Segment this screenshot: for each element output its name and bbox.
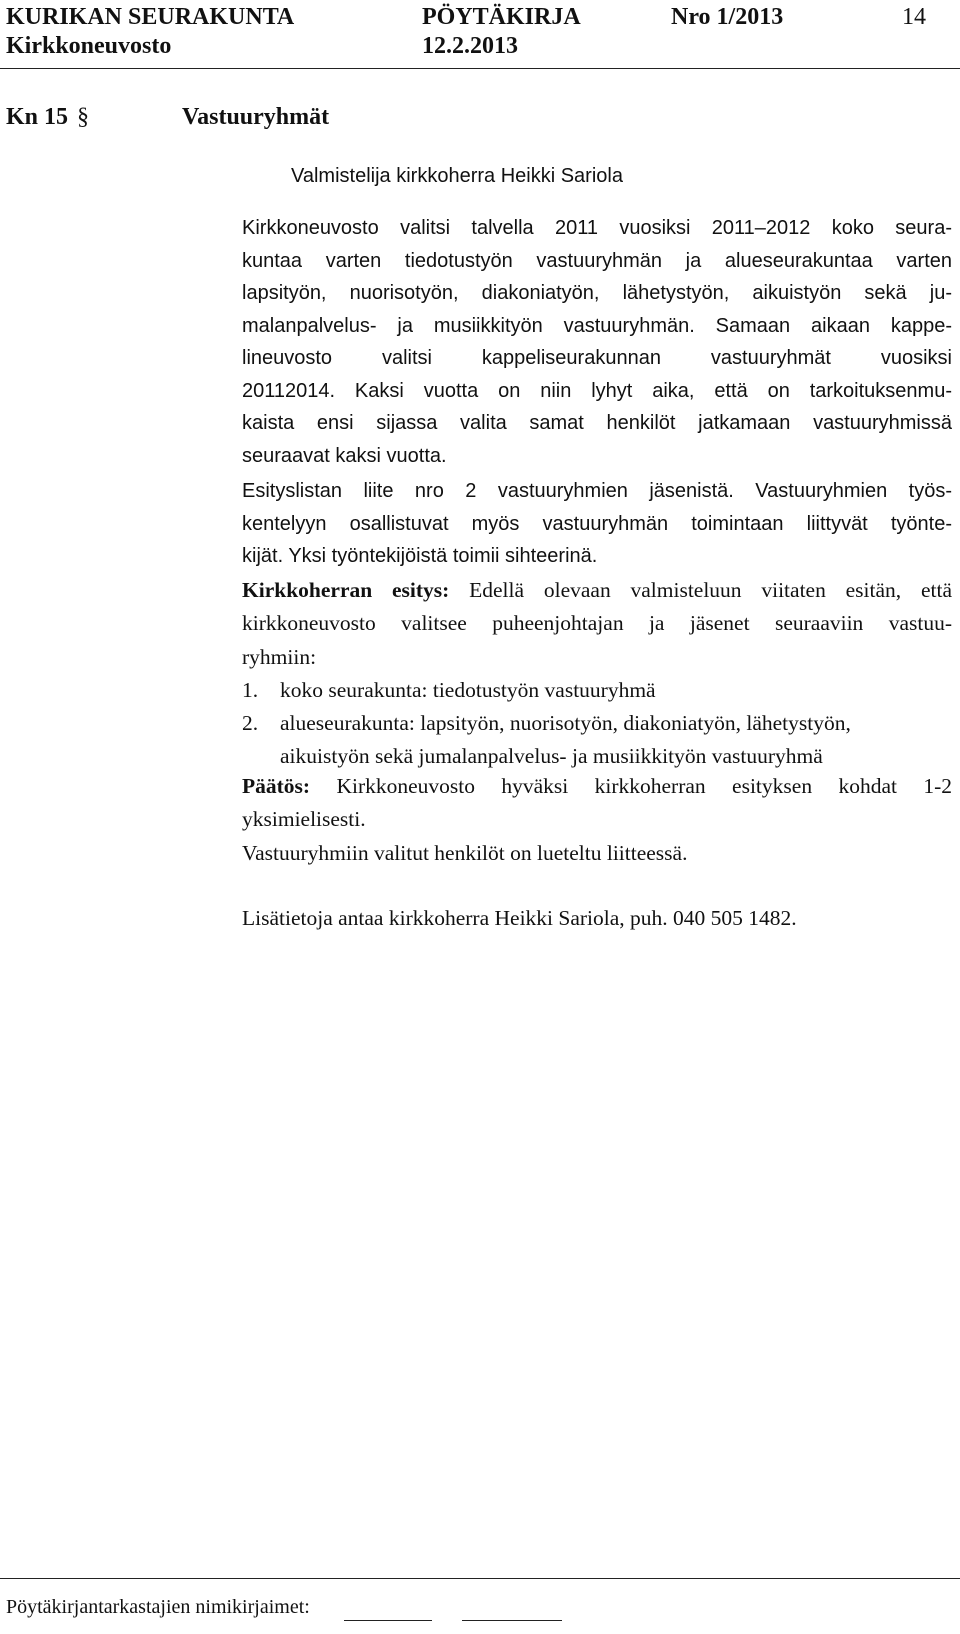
decision-paragraph bbox=[242, 770, 952, 870]
page-number: 14 bbox=[902, 4, 926, 30]
signature-line-1 bbox=[344, 1620, 432, 1621]
list-text: alueseurakunta: lapsityön, nuorisotyön, diakoniatyön, lähetystyön, bbox=[280, 711, 851, 736]
text-line: Vastuuryhmiin valitut henkilöt on lueteltu liitteessä. bbox=[242, 840, 688, 865]
decision-label: Päätös: bbox=[242, 774, 311, 798]
proposal-text: Edellä olevaan valmisteluun viitaten esitän, että bbox=[449, 578, 952, 602]
proposal-label: Kirkkoherran esitys: bbox=[242, 578, 450, 602]
meeting-body: Kirkkoneuvosto bbox=[6, 33, 172, 59]
proposal-paragraph bbox=[242, 574, 952, 774]
footer-label: Pöytäkirjantarkastajien nimikirjaimet: bbox=[6, 1596, 310, 1618]
text-line: Kirkkoneuvosto valitsi talvella 2011 vuosiksi 2011–2012 koko seura- bbox=[242, 217, 952, 239]
attachment-paragraph bbox=[242, 475, 952, 573]
document-type: PÖYTÄKIRJA bbox=[422, 4, 581, 30]
text-line: malanpalvelus- ja musiikkityön vastuuryhmän. Samaan aikaan kappe- bbox=[242, 314, 952, 337]
text-line: ryhmiin: bbox=[242, 644, 317, 669]
preparer-line: Valmistelija kirkkoherra Heikki Sariola bbox=[291, 165, 623, 187]
text-line bbox=[242, 574, 952, 607]
text-line: Esityslistan liite nro 2 vastuuryhmien jäsenistä. Vastuuryhmien työs- bbox=[242, 480, 952, 502]
text-line: yksimielisesti. bbox=[242, 807, 366, 832]
background-paragraph bbox=[242, 212, 952, 472]
section-title: Vastuuryhmät bbox=[182, 104, 330, 130]
document-number: Nro 1/2013 bbox=[671, 4, 784, 30]
footer-rule bbox=[0, 1578, 960, 1579]
text-line: 20112014. Kaksi vuotta on niin lyhyt aika, että on tarkoituksenmu- bbox=[242, 379, 952, 402]
text-line: kaista ensi sijassa valita samat henkilöt jatkamaan vastuuryhmissä bbox=[242, 412, 952, 434]
list-item bbox=[242, 674, 952, 707]
text-line: lapsityön, nuorisotyön, diakoniatyön, lähetystyön, aikuistyön sekä ju- bbox=[242, 282, 952, 304]
text-line: kentelyyn osallistuvat myös vastuuryhmän toimintaan liittyvät työnte- bbox=[242, 512, 952, 535]
meeting-date: 12.2.2013 bbox=[422, 33, 518, 59]
text-line: lineuvosto valitsi kappeliseurakunnan vastuuryhmät vuosiksi bbox=[242, 347, 952, 369]
signature-line-2 bbox=[462, 1620, 562, 1621]
list-number: 1. bbox=[242, 677, 259, 702]
text-line: seuraavat kaksi vuotta. bbox=[242, 444, 447, 467]
list-item bbox=[242, 707, 952, 740]
text-line: kijät. Yksi työntekijöistä toimii sihteerinä. bbox=[242, 545, 598, 567]
header-rule bbox=[0, 68, 960, 69]
decision-text: Kirkkoneuvosto hyväksi kirkkoherran esityksen kohdat 1-2 bbox=[310, 774, 952, 798]
list-text: koko seurakunta: tiedotustyön vastuuryhmä bbox=[280, 677, 656, 702]
text-line bbox=[242, 770, 952, 803]
text-line: kirkkoneuvosto valitsee puheenjohtajan ja jäsenet seuraaviin vastuu- bbox=[242, 611, 952, 636]
text-line: kuntaa varten tiedotustyön vastuuryhmän ja alueseurakuntaa varten bbox=[242, 249, 952, 272]
list-number: 2. bbox=[242, 711, 259, 736]
section-symbol: § bbox=[77, 104, 89, 130]
section-number: Kn 15 bbox=[6, 104, 69, 130]
contact-line: Lisätietoja antaa kirkkoherra Heikki Sariola, puh. 040 505 1482. bbox=[242, 906, 797, 930]
organization-name: KURIKAN SEURAKUNTA bbox=[6, 4, 295, 30]
list-text-continued: aikuistyön sekä jumalanpalvelus- ja musiikkityön vastuuryhmä bbox=[280, 744, 823, 769]
